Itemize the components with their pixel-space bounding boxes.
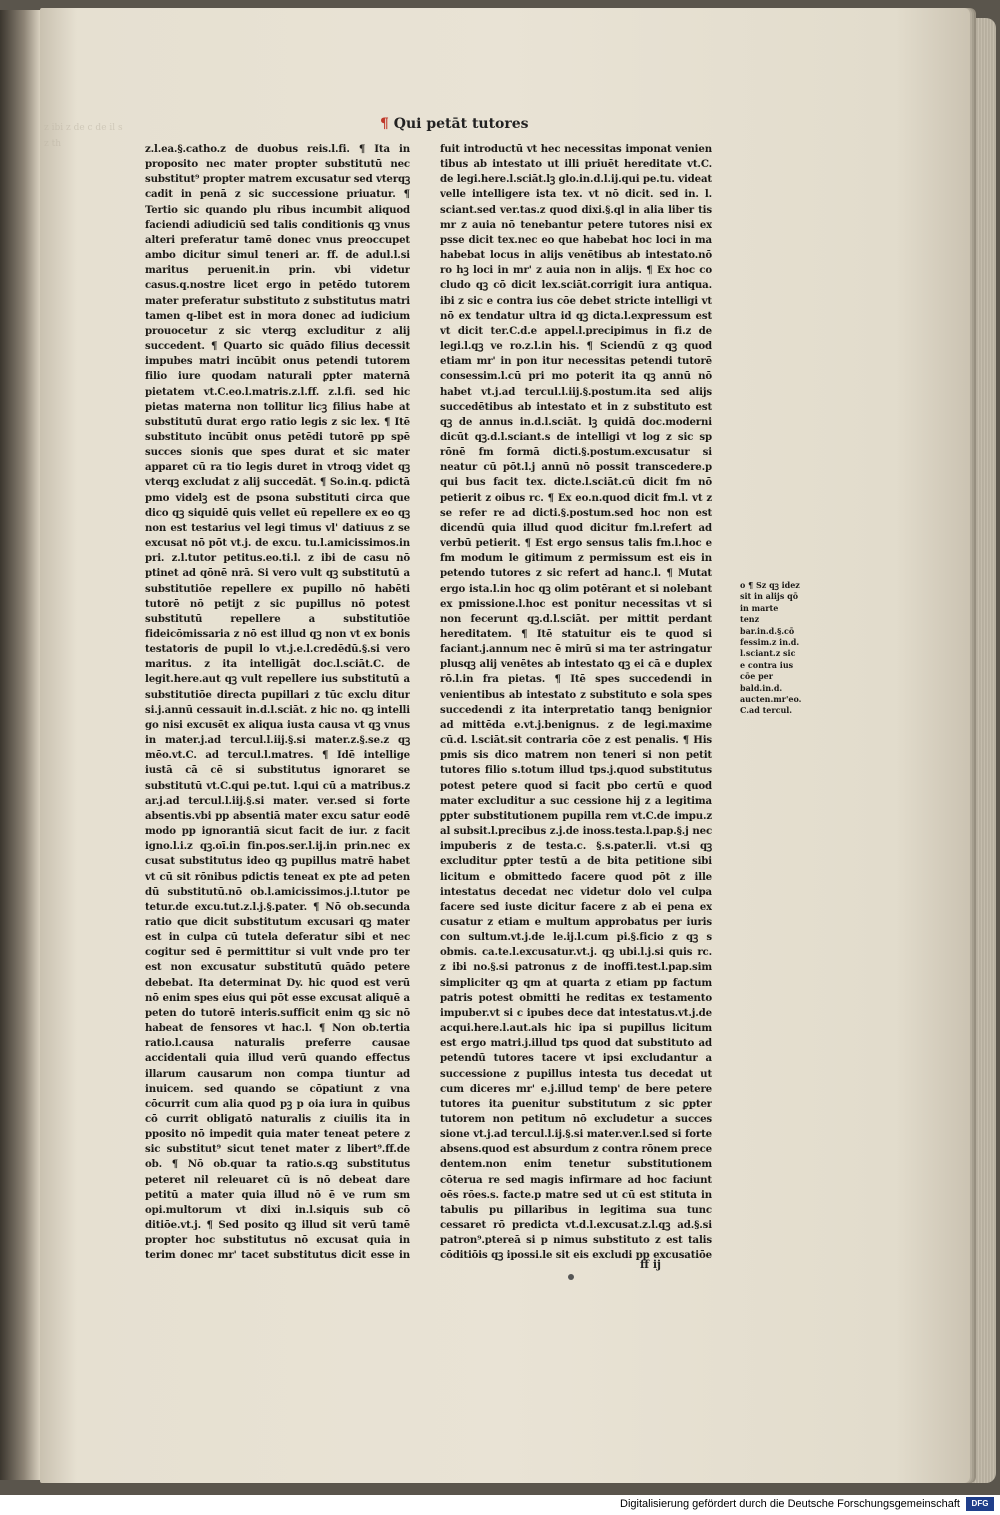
text-column-left: [145, 142, 410, 1262]
text-column-right: [440, 142, 712, 1262]
running-head-text: Qui petāt tutores: [393, 116, 529, 132]
bleed-through-text: z ibi z de c de il s z th: [44, 123, 123, 149]
footer-credit: Digitalisierung gefördert durch die Deutsche Forschungsgemeinschaft: [620, 1498, 960, 1510]
column-text: fuit introductū vt hec necessitas imponat venien tibus ab intestato ut illi priuēt hereditate vt.C. de legi.here.l.sciāt.lꝫ glo.in.d.l.ij.qui pe.tu. videat velle intelligere ista tex. vt nō dicit. sed in. l. sciant.sed ver.tas.z quod dixi.§.ql in alia liber tis mr z auia nō tenebantur petere tutores nisi ex psse dicit tex.nec eo que habebat hoc loci in ma habebat locus in alijs venētibus ab intestato.nō ro hꝫ loci in mr' z auia non in alijs. ¶ Ex hoc co cludo qꝫ cō dicit lex.sciāt.corrigit iura antiqua. ibi z sic e contra ius cōe debet stricte intelligi vt nō ex tendatur ultra id qꝫ dicta.l.expressum est vt dicit ter.C.d.e appel.l.precipimus in fi.z de legi.l.qꝫ ve ro.z.l.in his. ¶ Sciendū z qꝫ quod etiam mr' in pon itur necessitas petendi tutorē consessim.l.cū pri mo poterit ita qꝫ annū nō habet vt.j.ad tercul.l.iij.§.postum.ita sed alijs succedētibus ab intestato et in z substituto est qꝫ de annus in.d.l.sciāt. lꝫ quidā doc.moderni dicūt qꝫ.d.l.sciant.s de intelligi vt log z sic sp rōnē fm formā dicti.§.postum.excusatur si neatur cū pōt.l.j annū nō possit transcedere.p qui bus facit tex. dicte.l.sciāt.cū dicit fm nō petierit z oibus rc. ¶ Ex eo.n.quod dicit fm.l. vt z se refer re ad dicti.§.postum.sed hoc non est dicendū quia illud quod dicitur fm.l.refert ad verbū petierit. ¶ Est ergo sensus talis fm.l.hoc e fm modum le gitimum z permissum est eis in petendo tutores z sic refert ad hanc.l. ¶ Mutat ergo ista.l.in hoc qꝫ olim potērant et si nolebant ex pmissione.l.hoc est ponitur necessitas vt si non fecerunt qꝫ.d.l.sciāt. per mittit perdant hereditatem. ¶ Itē statuitur eis te quod si faciant.j.annum nec ē mirū si ma ter astringatur plusqꝫ alij venētes ab intestato qꝫ ei cā e duplex rō.l.in fra pietas. ¶ Itē spes succedendi in venientibus ab intestato z substituto e sola spes succedendi z ita interpretatio tanqꝫ benignior ad mittēda e.vt.j.benignus. z de legi.maxime cū.d. l.sciāt.sit contraria cōe z est penalis. ¶ His pmis sis dico matrem non teneri si non petit tutores filio s.totum illud tps.j.quod substitutus potest petere quod si facit pbo certū e quod mater excluditur a suc cessione hij z a legitima ꝑpter substitutionem pupilla rem vt.C.de impu.z al subsit.l.precibus z.j.de inoss.testa.l.pap.§.j nec impuberis z de testa.c. §.s.pater.li. vt.si qꝫ excluditur ꝑpter testū a de bita petitione sibi licitum e obmittedo facere quod pōt z ille intestatus decedat nec videtur dolo vel culpa facere sed iuste dicitur facere z ab ei pena ex cusatur z etiam e multum approbatus per iuris con sultum.vt.j.de le.ij.l.cum pi.§.ficio z qꝫ s obmis. ca.te.l.excusatur.vt.j. qꝫ ubi.l.j.si quis rc. z ibi no.§.si patronus z de inoffi.test.l.pap.sim simpliciter qꝫ qm at quarta z etiam pp factum patris potest obmitti he reditas ex testamento impuber.vt si c ipubes dece dat intestatus.vt.j.de acqui.here.l.aut.als hic ipa si pupillus licitum est ergo matri.j.illud tps quod dat substituto ad petendū tutores tacere vt ipsi excludantur a successione z pupillus intesta tus decedat ut cum diceres mr' e.j.illud temp' de bere petere tutores ita ꝑuenitur substitutum z sic ꝑpter tutorem non petitum nō excludetur a succes sione vt.j.ad tercul.l.ij.§.si mater.ver.l.sed si forte absens.quod est absurdum z contra rōnem prece dentem.non enim tenetur substitutionem cōterua re sed magis infirmare ad hoc faciunt oēs rōes.s. facte.p matre sed ut cū est stituta in tabulis pu pillaribus in legitima sua tunc cessaret rō predicta vt.d.l.excusat.z.l.qꝫ ad.§.si patron⁹.ptereā si p nimus substituto z est talis cōditiōis qꝫ ipossi.le sit eis excludi pp excusatiōe: [440, 143, 712, 1262]
marginal-note: o ¶ Sz qꝫ idez sit in alijs qō in marte tenz bar.in.d.§.cō fessim.z in.d. l.sciant.z sic e contra ius cōe per bald.in.d. aucten.mr'eo. C.ad tercul.: [740, 580, 802, 716]
column-text: z.l.ea.§.catho.z de duobus reis.l.fi. ¶ Ita in proposito nec mater propter substitutū nec substitut⁹ propter matrem excusatur sed vterqꝫ cadit in penā z sic successione priuatur. ¶ Tertio sic quando plu ribus incumbit aliquod faciendi adiudiciū sed talis conditionis qꝫ vnus alteri preferatur tamē donec vnus preoccupet ambo dicitur simul teneri ar. ff. de adul.l.si maritus peruenit.in prin. vbi videtur casus.q.nostre licet ergo in petēdo tutorem mater preferatur substituto z substitutus matri tamen q-libet est in mora donec ad iudicium prouocetur z sic vterqꝫ excluditur z alij succedent. ¶ Quarto sic quādo filius decessit impubes matri incūbit onus petendi tutorem filio iure quodam naturali ꝑpter maternā pietatem vt.C.eo.l.matris.z.l.ff. z.l.fi. sed hic pietas materna non tollitur licꝫ filius habe at substitutū durat ergo ratio legis z sic lex. ¶ Itē substituto incūbit onus petēdi tutorē pp spē succes sionis que spes durat et sic mater apparet cū ra tio legis duret in vtroqꝫ videt qꝫ vterqꝫ excludat z alij succedāt. ¶ So.in.q. pdictā pmo videlꝫ est de psona substituti circa que dico qꝫ siquidē quis vellet eū repellere ex eo qꝫ non est testarius vel legi timus vl' datiuus z se excusat nō pōt vt.j. de excu. tu.l.amicissimos.in pri. z.l.tutor petitus.eo.ti.l. z ibi de casu nō ptinet ad qōnē nrā. Si vero vult qꝫ substitutū a substitutiōe repellere ex pupillo nō habēti tutorē nō petijt z sic pupillus nō potest substitutū repellere a substitutiōe fideicōmissaria z nō est illud qꝫ non vt ex bonis testatoris de pupil lo vt.j.e.l.credēdū.§.si vero maritus. z ita intelligāt doc.l.sciāt.C. de legit.here.aut qꝫ vult repellere ius substitutū a substitutiōe directa pupillari z tūc exclu ditur si.j.annū cessauit in.d.l.sciāt. z hic no. qꝫ intelli go nisi excusēt ex aliqua iusta causa vt qꝫ vnus in mater.j.ad tercul.l.iij.§.si mater.z.§.se.z qꝫ mēo.vt.C. ad tercul.l.matres. ¶ Idē intellige iustā cā cē si substitutus ignoraret se substitutū vt.C.qui pe.tut. l.qui cū a matribus.z ar.j.ad tercul.l.iij.§.si mater. ver.sed si forte absentis.vbi pp absentiā mater excu satur eodē modo pp ignorantiā sicut facit de iur. z facit igno.l.i.z qꝫ.oī.in fin.pos.ser.l.ij.in prin.nec ex cusat substitutus ideo qꝫ pupillus matrē habet vt cū sit rōnibus pdictis teneat ex pte ad peten dū substitutū.nō ob.l.amicissimos.j.l.tutor pe tetur.de excu.tut.z.l.j.§.pater. ¶ Nō ob.secunda ratio que dicit substitutum excusari qꝫ mater est in culpa cū tutela deferatur sibi et nec cogitur sed ē permittitur si vult vnde pro ter est non excusatur substitutū quādo petere debebat. Ita determinat Dy. hic quod est verū nō enim spes eius qui pōt esse excusat aliquē a peten do tutorē interis.sufficit enim qꝫ sic nō habeat de fensores vt hac.l. ¶ Non ob.tertia ratio.l.causa naturalis preferre causae accidentali quia illud verū quando effectus illarum causarum non compa tiuntur ad inuicem. sed quando se cōpatiunt z vna cōcurrit cum alia quod pꝫ p oia iura in quibus cō currit obligatō naturalis z ciuilis ita in pposito nō impedit quia mater teneat petere z sic substitut⁹ sicut tenet mater z libert⁹.ff.de ob. ¶ Nō ob.quar ta ratio.s.qꝫ substitutus peteret nil releuaret cū is nō debeat dare petitū a mater quia illud nō ē ve rum sm opi.multorum vt dixi in.l.siquis sub cō ditiōe.vt.j. ¶ Sed posito qꝫ illud sit verū tamē propter hoc substitutus nō excusat quia in terim donec mr' tacet substitutus dicit esse in: [145, 143, 410, 1262]
facing-page-edge: [0, 10, 40, 1480]
page-stack-edge: [968, 18, 996, 1483]
ink-dot: [568, 1274, 574, 1280]
signature-mark: ff ij: [640, 1258, 662, 1271]
rubric-pilcrow: ¶: [380, 116, 389, 132]
dfg-logo: DFG: [966, 1497, 994, 1511]
running-head: [380, 116, 529, 132]
